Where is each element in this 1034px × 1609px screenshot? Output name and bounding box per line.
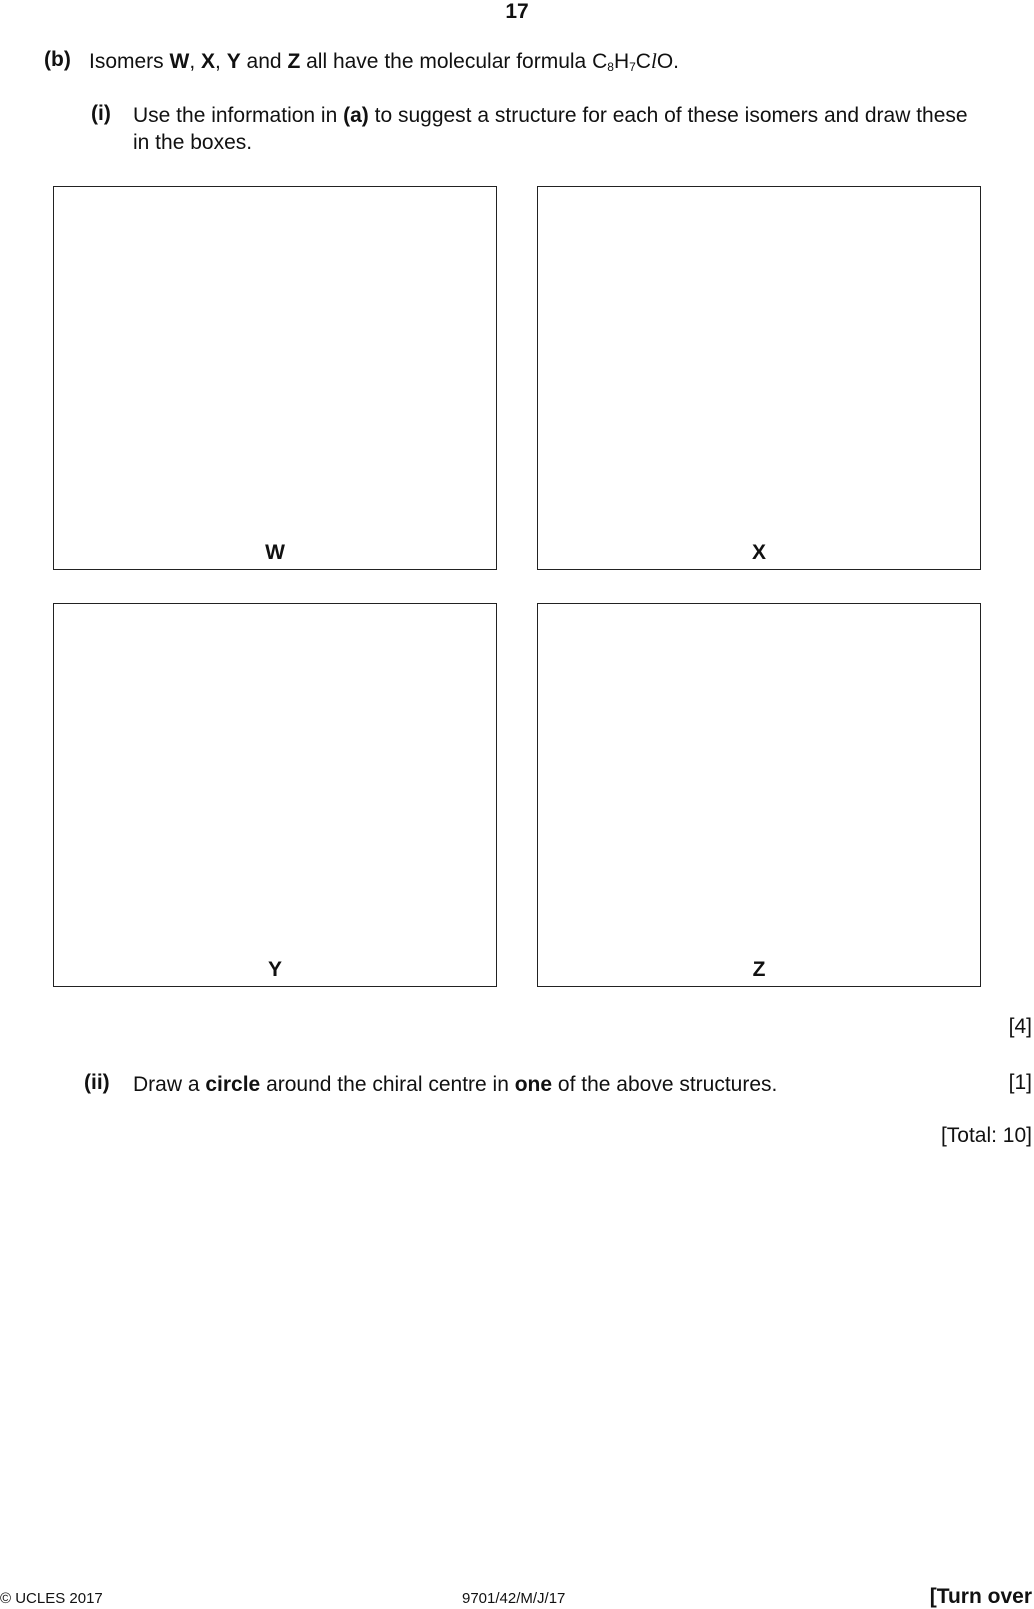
part-i-text-line1: Use the information in (a) to suggest a structure for each of these isomers and draw these bbox=[133, 104, 968, 127]
answer-box-x[interactable] bbox=[537, 186, 981, 570]
part-i-text-line2: in the boxes. bbox=[133, 131, 253, 154]
answer-box-y[interactable] bbox=[53, 603, 497, 987]
page-number: 17 bbox=[505, 0, 529, 23]
box-label-z: Z bbox=[752, 958, 766, 981]
box-label-w: W bbox=[265, 541, 285, 564]
answer-box-z[interactable] bbox=[537, 603, 981, 987]
answer-box-w[interactable] bbox=[53, 186, 497, 570]
part-ii-label: (ii) bbox=[84, 1071, 110, 1094]
total-marks: [Total: 10] bbox=[940, 1124, 1032, 1147]
marks-part-ii: [1] bbox=[1008, 1071, 1032, 1094]
part-b-text: Isomers W, X, Y and Z all have the molecular formula $C_8H_7ClO$. bbox=[89, 49, 679, 74]
part-i-label: (i) bbox=[91, 102, 111, 125]
footer-paper-code: 9701/42/M/J/17 bbox=[462, 1590, 566, 1607]
box-label-y: Y bbox=[267, 958, 282, 981]
box-label-x: X bbox=[751, 541, 766, 564]
turn-over: [Turn over bbox=[929, 1585, 1032, 1608]
footer-copyright: © UCLES 2017 bbox=[0, 1590, 103, 1607]
marks-part-i: [4] bbox=[1008, 1015, 1032, 1038]
part-ii-text: Draw a circle around the chiral centre in one of the above structures. bbox=[133, 1073, 778, 1096]
part-b-label: (b) bbox=[44, 48, 71, 71]
